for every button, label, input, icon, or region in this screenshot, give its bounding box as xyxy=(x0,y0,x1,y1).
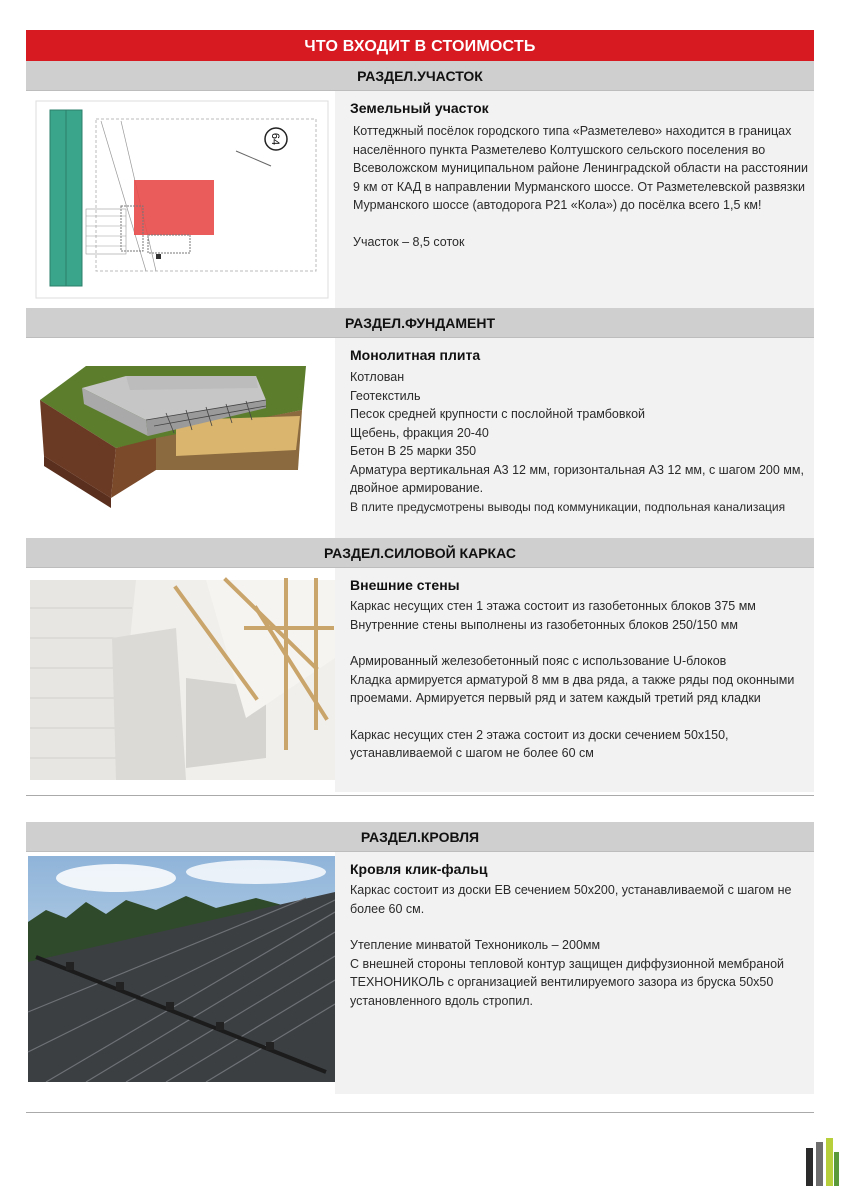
plot-heading: Земельный участок xyxy=(350,100,489,116)
foundation-line: Арматура вертикальная А3 12 мм, горизонтальная А3 12 мм, с шагом 200 мм, двойное армирование. xyxy=(350,462,804,495)
bottom-spacer xyxy=(26,1094,814,1114)
frame-line: Каркас несущих стен 2 этажа состоит из доски сечением 50х150, устанавливаемой с шагом не более 60 см xyxy=(350,727,729,760)
company-logo xyxy=(804,1138,840,1188)
section-frame xyxy=(26,568,814,792)
foundation-line: В плите предусмотрены выводы под коммуникации, подпольная канализация xyxy=(350,499,786,514)
foundation-slab-image xyxy=(26,338,335,538)
page xyxy=(26,30,814,1114)
foundation-line: Песок средней крупности с послойной трамбовкой xyxy=(350,407,646,421)
frame-line: Внутренние стены выполнены из газобетонных блоков 250/150 мм xyxy=(350,617,738,632)
roof-line: С внешней стороны тепловой контур защищен диффузионной мембраной ТЕХНОНИКОЛЬ с организацией вентилируемого зазора из бруска 50х50 установленного вдоль стропил. xyxy=(350,956,785,1008)
roof-line: Каркас состоит из доски ЕВ сечением 50х200, устанавливаемой с шагом не более 60 см. xyxy=(350,883,792,916)
section-header-frame: РАЗДЕЛ.СИЛОВОЙ КАРКАС xyxy=(26,538,814,568)
section-foundation xyxy=(26,338,814,538)
section-plot xyxy=(26,91,814,308)
plot-description: Коттеджный посёлок городского типа «Разметелево» находится в границах населённого пункта Разметелево Колтушского сельского поселения во Всеволожском муниципальном районе Ленинградской области на расстоянии 9 км от КАД в направлении Мурманского шоссе. От Разметелевской развязки Мурманского шоссе (автодорога Р21 «Кола») до посёлка всего 1,5 км! xyxy=(353,124,808,212)
divider xyxy=(26,795,814,796)
walls-image xyxy=(26,568,335,792)
section-header-roof: РАЗДЕЛ.КРОВЛЯ xyxy=(26,822,814,852)
roof-image xyxy=(26,852,335,1094)
frame-line: Каркас несущих стен 1 этажа состоит из газобетонных блоков 375 мм xyxy=(350,599,756,613)
divider xyxy=(26,1112,814,1113)
roof-line: Утепление минватой Технониколь – 200мм xyxy=(350,938,601,952)
frame-line: Армированный железобетонный пояс с использование U-блоков xyxy=(350,654,727,668)
page-title: ЧТО ВХОДИТ В СТОИМОСТЬ xyxy=(26,30,814,61)
foundation-text xyxy=(335,338,814,538)
foundation-line: Геотекстиль xyxy=(350,388,421,403)
roof-text xyxy=(335,852,814,1094)
foundation-line: Котлован xyxy=(350,370,405,384)
spacer xyxy=(26,792,814,822)
frame-line: Кладка армируется арматурой 8 мм в два ряда, а также ряды под оконными проемами. Армируется первый ряд и затем каждый третий ряд кладки xyxy=(350,672,795,705)
section-roof xyxy=(26,852,814,1094)
foundation-line: Бетон В 25 марки 350 xyxy=(350,444,477,458)
plot-text xyxy=(335,91,814,308)
foundation-heading: Монолитная плита xyxy=(350,347,481,363)
plot-plan-image xyxy=(26,91,335,308)
section-header-foundation: РАЗДЕЛ.ФУНДАМЕНТ xyxy=(26,308,814,338)
roof-heading: Кровля клик-фальц xyxy=(350,861,488,877)
frame-text xyxy=(335,568,814,792)
plot-area: Участок – 8,5 соток xyxy=(353,234,465,249)
frame-heading: Внешние стены xyxy=(350,577,460,593)
section-header-plot: РАЗДЕЛ.УЧАСТОК xyxy=(26,61,814,91)
plot-number: 64 xyxy=(269,132,281,146)
foundation-line: Щебень, фракция 20-40 xyxy=(350,425,489,440)
